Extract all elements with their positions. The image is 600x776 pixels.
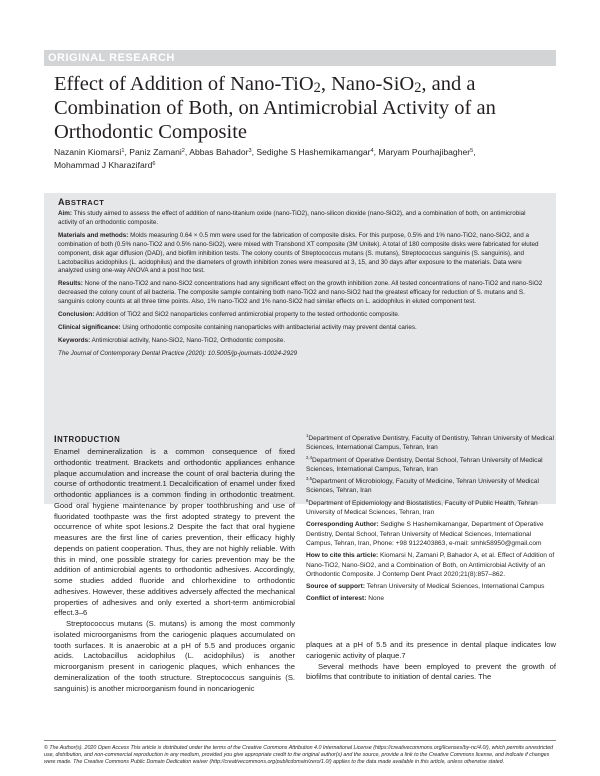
affiliation: $^{2,4}$Department of Operative Dentistry, Dental School, Tehran University of Medical Sciences, International Campus, Tehran, Iran	[306, 454, 543, 473]
introduction-column-left	[54, 447, 295, 694]
affiliation: $^{3,5}$Department of Microbiology, Faculty of Medicine, Tehran University of Medical Sciences, Tehran, Iran	[306, 476, 539, 495]
abstract-aim: Aim: This study aimed to assess the effect of addition of nano-titanium oxide (nano-TiO2), nano-silicon dioxide (nano-SiO2), and a combination of both, on antimicrobial activity of an orthodontic composite.	[58, 210, 526, 226]
author[interactable]: Paniz Zamani$^2$	[129, 147, 185, 157]
abstract-clinical-significance: Clinical significance: Using orthodontic composite containing nanoparticles with antibacterial activity may prevent dental caries.	[58, 323, 417, 331]
author[interactable]: Nazanin Kiomarsi$^1$	[54, 147, 125, 157]
affiliations-column	[306, 434, 556, 607]
intro-paragraph-4: Several methods have been employed to prevent the growth of biofilms that contribute to initiation of dental caries. The	[306, 661, 556, 682]
intro-paragraph-3: plaques at a pH of 5.5 and its presence in dental plaque indicates low cariogenic activity of plaque.7	[306, 640, 556, 660]
abstract-results: Results: None of the nano-TiO2 and nano-SiO2 concentrations had any significant effect on the growth inhibition zone. All tested concentrations of nano-TiO2 and nano-SiO2 decreased the colony count of all bacteria. The composite sample containing both nano-TiO2 and nano-SiO2 had the greatest efficacy for reduction of S. mutans and S. sanguinis colony counts at all three time points. Also, 1% nano-TiO2 and 1% nano-SiO2 had similar effects on L. acidophilus in eluted component test.	[58, 280, 543, 306]
abstract-keywords: Keywords: Antimicrobial activity, Nano-SiO2, Nano-TiO2, Orthodontic composite.	[58, 336, 286, 344]
license-footer: © The Author(s). 2020 Open Access This article is distributed under the terms of the Creative Commons Attribution 4.0 International License (https://creativecommons.org/licenses/by-nc/4.0/), which permits unrestricted use, distribution, and non-commercial reproduction in any medium, provided you give appropriate credit to the original author(s) and the source, provide a link to the Creative Commons license, and indicate if changes were made. The Creative Commons Public Domain Dedication waiver (http://creativecommons.org/publicdomain/zero/1.0/) applies to the data made available in this article, unless otherwise stated.	[44, 745, 554, 766]
author[interactable]: Maryam Pourhajibagher$^5$	[378, 147, 474, 157]
abstract-body	[58, 210, 546, 363]
article-title: Effect of Addition of Nano-TiO$_2$, Nano-SiO$_2$, and a Combination of Both, on Antimicrobial Activity of an Orthodontic Composite	[54, 73, 496, 143]
conflict-of-interest: Conflict of interest: None	[306, 595, 385, 603]
abstract-methods: Materials and methods: Molds measuring 0.64 × 0.5 mm were used for the fabrication of composite disks. For this purpose, 0.5% and 1% nano-TiO2, nano-SiO2, and a combination of both (0.5% nano-TiO2 and 0.5% nano-SiO2), were mixed with Transbond XT composite (3M Unitek). A total of 180 composite disks were fabricated for eluted component, disk agar diffusion (DAD), and biofilm inhibition tests. The colony counts of Streptococcus mutans (S. mutans), Streptococcus sanguinis (S. sanguinis), and Lactobacillus acidophilus (L. acidophilus) and the diameters of growth inhibition zones were measured at 3, 15, and 30 days after exposure to the materials. Data were analyzed using one-way ANOVA and a post hoc test.	[58, 231, 539, 275]
author[interactable]: Sedighe S Hashemikamangar$^4$	[256, 147, 374, 157]
intro-paragraph-2: Streptococcus mutans (S. mutans) is among the most commonly isolated microorganisms from the cariogenic plaques accumulated on tooth surfaces. It is anaerobic at a pH of 5.5 and produces organic acids. Lactobacillus acidophilus (L. acidophilus) is another microorganism present in cariogenic plaques, which enhances the demineralization of the tooth structure. Streptococcus sanguinis (S. sanguinis) is another microorganism found in noncariogenic	[54, 619, 295, 693]
author-list: Nazanin Kiomarsi$^1$, Paniz Zamani$^2$, Abbas Bahador$^3$, Sedighe S Hashemikamangar$^4$, Maryam Pourhajibagher$^5$, Mohammad J Kharazifard$^6$	[54, 147, 476, 170]
journal-citation: The Journal of Contemporary Dental Practice (2020): 10.5005/jp-journals-10024-2929	[58, 349, 298, 357]
author[interactable]: Mohammad J Kharazifard$^6$	[54, 160, 156, 170]
intro-paragraph-1: Enamel demineralization is a common consequence of fixed orthodontic treatment. Brackets and orthodontic appliances enhance plaque accumulation and increase the count of oral bacteria during the course of orthodontic treatment.1 Decalcification of enamel under fixed orthodontic appliances is a common finding in orthodontic treatment. Good oral hygiene maintenance by proper toothbrushing and use of fluoridated toothpaste was the first adopted strategy to prevent the occurrence of white spot lesions.2 Despite the fact that oral hygiene measures are the first line of caries prevention, their efficacy highly depends on patient cooperation. Thus, they are not highly reliable. With this in mind, one possible strategy for caries prevention may be the addition of antimicrobial agents to orthodontic adhesives. Accordingly, some studies added fluoride and chlorhexidine to orthodontic adhesives. However, these additives adversely affected the mechanical properties of adhesives and only exerted a short-term antimicrobial effect.3–6	[54, 447, 295, 618]
footer-divider	[44, 740, 556, 741]
abstract-conclusion: Conclusion: Addition of TiO2 and SiO2 nanoparticles conferred antimicrobial property to the tested orthodontic composite.	[58, 311, 400, 319]
section-label-bar	[44, 50, 556, 66]
corresponding-author: Corresponding Author: Sedighe S Hashemikamangar, Department of Operative Dentistry, Dental School, Tehran University of Medical Sciences, International Campus, Tehran, Iran, Phone: +98 9122403863, e-mail: smhk58950@gmail.com	[306, 521, 544, 547]
abstract-heading: ABSTRACT	[58, 197, 105, 207]
affiliation: $^1$Department of Operative Dentistry, Faculty of Dentistry, Tehran University of Medical Sciences, International Campus, Tehran, Iran	[306, 433, 554, 452]
introduction-column-right	[306, 640, 556, 683]
source-of-support: Source of support: Tehran University of Medical Sciences, International Campus	[306, 583, 545, 591]
how-to-cite: How to cite this article: Kiomarsi N, Zamani P, Bahador A, et al. Effect of Addition of Nano-TiO2, Nano-SiO2, and a Combination of Both, on Antimicrobial Activity of an Orthodontic Composite. J Contemp Dent Pract 2020;21(8):857–862.	[306, 552, 555, 578]
affiliation: $^6$Department of Epidemiology and Biostatistics, Faculty of Public Health, Tehran University of Medical Sciences, Tehran, Iran	[306, 497, 538, 517]
author[interactable]: Abbas Bahador$^3$	[189, 147, 252, 157]
introduction-heading: INTRODUCTION	[54, 434, 121, 445]
section-label: ORIGINAL RESEARCH	[48, 52, 175, 64]
